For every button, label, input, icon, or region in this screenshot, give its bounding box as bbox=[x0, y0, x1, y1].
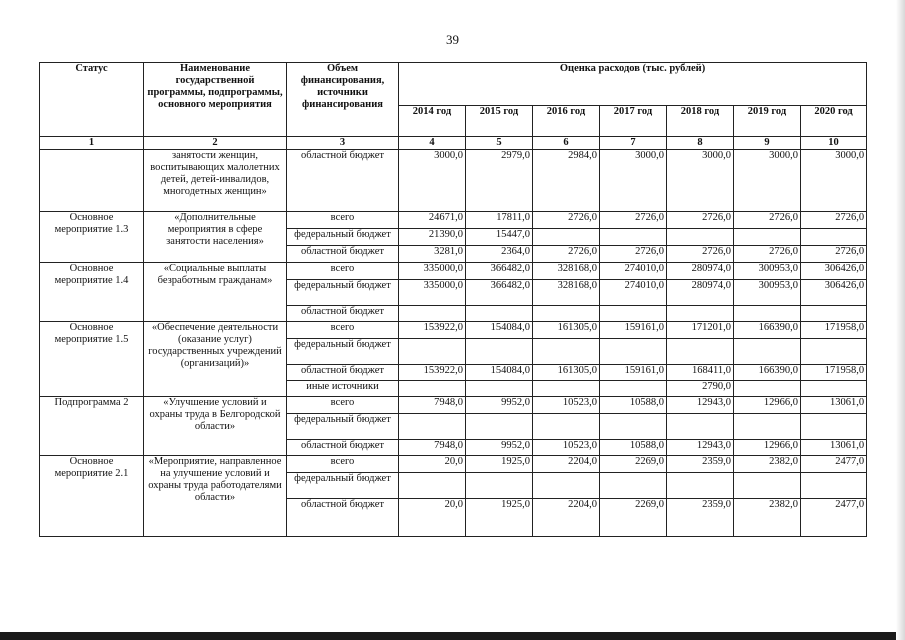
value-cell: 2204,0 bbox=[533, 499, 600, 537]
value-cell: 168411,0 bbox=[667, 365, 734, 381]
value-cell: 2726,0 bbox=[600, 212, 667, 229]
value-cell bbox=[734, 473, 801, 499]
value-cell bbox=[466, 473, 533, 499]
value-cell bbox=[399, 473, 466, 499]
value-cell: 2477,0 bbox=[801, 456, 867, 473]
column-number: 1 bbox=[40, 137, 144, 150]
header-year: 2019 год bbox=[734, 106, 801, 137]
funding-source-cell: всего bbox=[287, 212, 399, 229]
funding-source-cell: всего bbox=[287, 456, 399, 473]
value-cell bbox=[399, 414, 466, 440]
page-number: 39 bbox=[446, 32, 459, 47]
status-cell: Подпрограмма 2 bbox=[40, 397, 144, 456]
value-cell bbox=[667, 229, 734, 246]
value-cell bbox=[801, 306, 867, 322]
value-cell: 171958,0 bbox=[801, 365, 867, 381]
funding-source-cell: областной бюджет bbox=[287, 440, 399, 456]
value-cell: 306426,0 bbox=[801, 263, 867, 280]
value-cell: 10588,0 bbox=[600, 440, 667, 456]
status-cell bbox=[40, 150, 144, 212]
value-cell: 2359,0 bbox=[667, 499, 734, 537]
value-cell: 9952,0 bbox=[466, 440, 533, 456]
value-cell bbox=[399, 381, 466, 397]
value-cell: 2382,0 bbox=[734, 456, 801, 473]
value-cell bbox=[667, 473, 734, 499]
funding-source-cell: федеральный бюджет bbox=[287, 473, 399, 499]
table-row bbox=[40, 263, 867, 280]
value-cell: 328168,0 bbox=[533, 263, 600, 280]
status-cell: Основное мероприятие 2.1 bbox=[40, 456, 144, 537]
value-cell: 1925,0 bbox=[466, 456, 533, 473]
value-cell: 3000,0 bbox=[600, 150, 667, 212]
column-number: 3 bbox=[287, 137, 399, 150]
column-number: 9 bbox=[734, 137, 801, 150]
status-cell: Основное мероприятие 1.5 bbox=[40, 322, 144, 397]
value-cell: 280974,0 bbox=[667, 280, 734, 306]
column-number: 4 bbox=[399, 137, 466, 150]
value-cell: 274010,0 bbox=[600, 280, 667, 306]
value-cell bbox=[600, 339, 667, 365]
value-cell: 13061,0 bbox=[801, 397, 867, 414]
table-row bbox=[40, 456, 867, 473]
value-cell: 2726,0 bbox=[734, 246, 801, 263]
value-cell bbox=[600, 381, 667, 397]
value-cell: 3000,0 bbox=[667, 150, 734, 212]
value-cell: 2269,0 bbox=[600, 499, 667, 537]
column-number: 6 bbox=[533, 137, 600, 150]
header-year: 2018 год bbox=[667, 106, 734, 137]
value-cell: 153922,0 bbox=[399, 365, 466, 381]
value-cell: 13061,0 bbox=[801, 440, 867, 456]
value-cell: 12943,0 bbox=[667, 440, 734, 456]
value-cell: 335000,0 bbox=[399, 263, 466, 280]
value-cell bbox=[533, 339, 600, 365]
value-cell: 20,0 bbox=[399, 499, 466, 537]
value-cell: 166390,0 bbox=[734, 365, 801, 381]
value-cell bbox=[466, 306, 533, 322]
value-cell bbox=[399, 306, 466, 322]
funding-source-cell: областной бюджет bbox=[287, 365, 399, 381]
value-cell bbox=[734, 229, 801, 246]
value-cell: 9952,0 bbox=[466, 397, 533, 414]
value-cell: 2382,0 bbox=[734, 499, 801, 537]
value-cell: 153922,0 bbox=[399, 322, 466, 339]
expenditure-table bbox=[39, 62, 867, 537]
value-cell: 17811,0 bbox=[466, 212, 533, 229]
value-cell: 2364,0 bbox=[466, 246, 533, 263]
value-cell: 15447,0 bbox=[466, 229, 533, 246]
value-cell: 2790,0 bbox=[667, 381, 734, 397]
value-cell bbox=[667, 339, 734, 365]
value-cell bbox=[466, 381, 533, 397]
value-cell bbox=[466, 414, 533, 440]
value-cell: 21390,0 bbox=[399, 229, 466, 246]
header-estimate: Оценка расходов (тыс. рублей) bbox=[399, 63, 867, 106]
value-cell bbox=[533, 473, 600, 499]
value-cell bbox=[533, 381, 600, 397]
funding-source-cell: областной бюджет bbox=[287, 246, 399, 263]
value-cell: 154084,0 bbox=[466, 322, 533, 339]
value-cell bbox=[801, 473, 867, 499]
value-cell: 280974,0 bbox=[667, 263, 734, 280]
funding-source-cell: федеральный бюджет bbox=[287, 339, 399, 365]
value-cell: 7948,0 bbox=[399, 397, 466, 414]
value-cell bbox=[734, 339, 801, 365]
value-cell bbox=[466, 339, 533, 365]
value-cell: 2726,0 bbox=[801, 246, 867, 263]
value-cell: 2726,0 bbox=[801, 212, 867, 229]
value-cell bbox=[734, 414, 801, 440]
funding-source-cell: иные источники bbox=[287, 381, 399, 397]
funding-source-cell: федеральный бюджет bbox=[287, 280, 399, 306]
funding-source-cell: всего bbox=[287, 397, 399, 414]
value-cell bbox=[600, 306, 667, 322]
header-year: 2016 год bbox=[533, 106, 600, 137]
column-number: 7 bbox=[600, 137, 667, 150]
value-cell: 161305,0 bbox=[533, 365, 600, 381]
value-cell: 366482,0 bbox=[466, 280, 533, 306]
value-cell bbox=[399, 339, 466, 365]
program-name-cell: «Социальные выплаты безработным гражданам» bbox=[144, 263, 287, 322]
header-volume: Объем финансирования, источники финансирования bbox=[287, 63, 399, 137]
value-cell: 300953,0 bbox=[734, 280, 801, 306]
value-cell: 154084,0 bbox=[466, 365, 533, 381]
column-number: 10 bbox=[801, 137, 867, 150]
table-row bbox=[40, 212, 867, 229]
value-cell: 3000,0 bbox=[801, 150, 867, 212]
scan-bottom-edge bbox=[0, 632, 905, 640]
table-row bbox=[40, 150, 867, 212]
value-cell: 2204,0 bbox=[533, 456, 600, 473]
value-cell bbox=[801, 381, 867, 397]
value-cell: 161305,0 bbox=[533, 322, 600, 339]
funding-source-cell: федеральный бюджет bbox=[287, 414, 399, 440]
funding-source-cell: всего bbox=[287, 322, 399, 339]
value-cell: 2979,0 bbox=[466, 150, 533, 212]
value-cell: 2726,0 bbox=[533, 212, 600, 229]
column-numbers-row bbox=[40, 137, 867, 150]
value-cell: 3000,0 bbox=[399, 150, 466, 212]
header-year: 2020 год bbox=[801, 106, 867, 137]
value-cell: 12943,0 bbox=[667, 397, 734, 414]
value-cell: 328168,0 bbox=[533, 280, 600, 306]
value-cell: 159161,0 bbox=[600, 322, 667, 339]
table-row bbox=[40, 397, 867, 414]
value-cell bbox=[600, 229, 667, 246]
value-cell: 20,0 bbox=[399, 456, 466, 473]
value-cell bbox=[734, 306, 801, 322]
header-status: Статус bbox=[40, 63, 144, 137]
value-cell bbox=[533, 306, 600, 322]
header-year: 2017 год bbox=[600, 106, 667, 137]
value-cell: 171201,0 bbox=[667, 322, 734, 339]
scan-right-edge bbox=[896, 0, 905, 640]
value-cell bbox=[734, 381, 801, 397]
value-cell bbox=[667, 414, 734, 440]
funding-source-cell: всего bbox=[287, 263, 399, 280]
value-cell: 7948,0 bbox=[399, 440, 466, 456]
value-cell bbox=[801, 414, 867, 440]
header-year: 2014 год bbox=[399, 106, 466, 137]
value-cell bbox=[667, 306, 734, 322]
value-cell: 24671,0 bbox=[399, 212, 466, 229]
value-cell bbox=[801, 229, 867, 246]
value-cell: 10588,0 bbox=[600, 397, 667, 414]
column-number: 2 bbox=[144, 137, 287, 150]
value-cell bbox=[600, 473, 667, 499]
value-cell: 3281,0 bbox=[399, 246, 466, 263]
value-cell: 2477,0 bbox=[801, 499, 867, 537]
status-cell: Основное мероприятие 1.4 bbox=[40, 263, 144, 322]
value-cell: 171958,0 bbox=[801, 322, 867, 339]
value-cell: 2726,0 bbox=[600, 246, 667, 263]
value-cell bbox=[533, 414, 600, 440]
value-cell bbox=[600, 414, 667, 440]
value-cell: 1925,0 bbox=[466, 499, 533, 537]
value-cell: 2269,0 bbox=[600, 456, 667, 473]
value-cell bbox=[533, 229, 600, 246]
value-cell: 2984,0 bbox=[533, 150, 600, 212]
funding-source-cell: областной бюджет bbox=[287, 499, 399, 537]
status-cell: Основное мероприятие 1.3 bbox=[40, 212, 144, 263]
funding-source-cell: областной бюджет bbox=[287, 306, 399, 322]
funding-source-cell: федеральный бюджет bbox=[287, 229, 399, 246]
value-cell: 2726,0 bbox=[667, 212, 734, 229]
value-cell: 10523,0 bbox=[533, 397, 600, 414]
value-cell: 2726,0 bbox=[734, 212, 801, 229]
value-cell: 366482,0 bbox=[466, 263, 533, 280]
value-cell: 3000,0 bbox=[734, 150, 801, 212]
value-cell: 159161,0 bbox=[600, 365, 667, 381]
value-cell: 12966,0 bbox=[734, 440, 801, 456]
program-name-cell: «Мероприятие, направленное на улучшение условий и охраны труда работодателями области» bbox=[144, 456, 287, 537]
value-cell: 10523,0 bbox=[533, 440, 600, 456]
column-number: 5 bbox=[466, 137, 533, 150]
program-name-cell: «Дополнительные мероприятия в сфере занятости населения» bbox=[144, 212, 287, 263]
value-cell: 2726,0 bbox=[533, 246, 600, 263]
value-cell: 274010,0 bbox=[600, 263, 667, 280]
program-name-cell: «Улучшение условий и охраны труда в Белгородской области» bbox=[144, 397, 287, 456]
header-name: Наименование государственной программы, подпрограммы, основного мероприятия bbox=[144, 63, 287, 137]
value-cell: 335000,0 bbox=[399, 280, 466, 306]
value-cell: 306426,0 bbox=[801, 280, 867, 306]
program-name-cell: «Обеспечение деятельности (оказание услуг) государственных учреждений (организаций)» bbox=[144, 322, 287, 397]
value-cell: 166390,0 bbox=[734, 322, 801, 339]
column-number: 8 bbox=[667, 137, 734, 150]
value-cell: 2726,0 bbox=[667, 246, 734, 263]
value-cell: 300953,0 bbox=[734, 263, 801, 280]
value-cell: 12966,0 bbox=[734, 397, 801, 414]
table-row bbox=[40, 322, 867, 339]
header-year: 2015 год bbox=[466, 106, 533, 137]
program-name-cell: занятости женщин, воспитывающих малолетних детей, детей-инвалидов, многодетных женщин» bbox=[144, 150, 287, 212]
value-cell bbox=[801, 339, 867, 365]
value-cell: 2359,0 bbox=[667, 456, 734, 473]
funding-source-cell: областной бюджет bbox=[287, 150, 399, 212]
